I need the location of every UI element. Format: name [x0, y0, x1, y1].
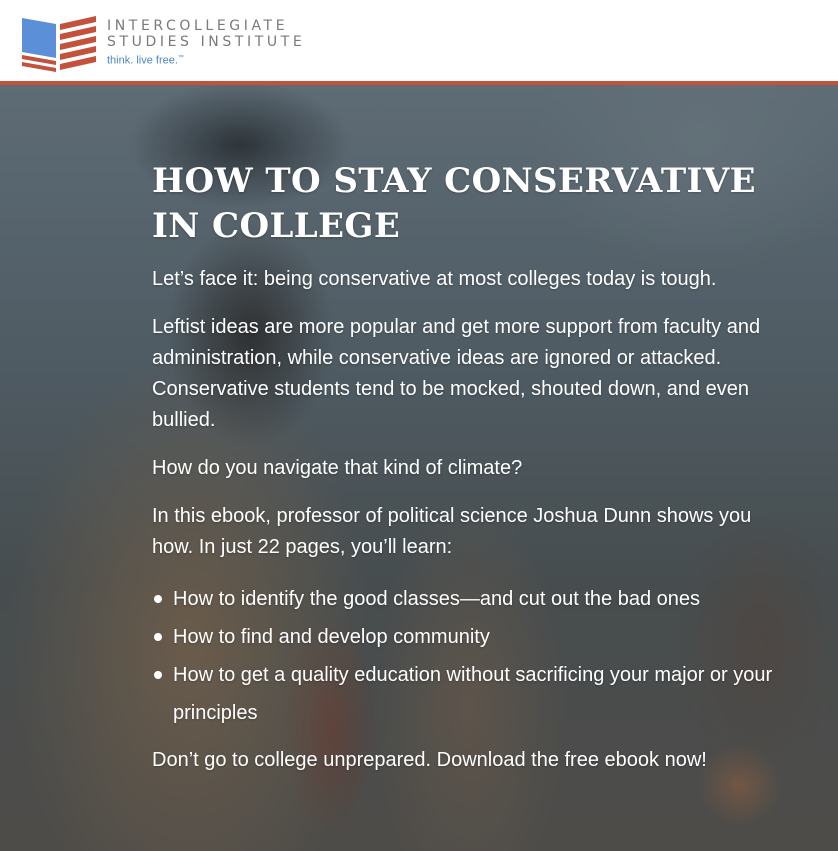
closing-call-to-action: Don’t go to college unprepared. Download the free ebook now!: [152, 749, 707, 771]
open-book-logo-icon: [20, 14, 98, 72]
list-item-text: How to find and develop community: [173, 626, 490, 648]
bullet-icon: [154, 595, 162, 603]
site-header: [0, 0, 838, 81]
ebook-paragraph: In this ebook, professor of political science Joshua Dunn shows you how. In just 22 pages, you’ll learn:: [152, 505, 752, 558]
hero-content: [152, 159, 792, 793]
isi-logo-link[interactable]: [20, 14, 305, 72]
trademark-symbol: ™: [177, 54, 184, 61]
logo-line-2: STUDIES INSTITUTE: [107, 33, 306, 50]
bullet-icon: [154, 633, 162, 641]
logo-wordmark: [107, 18, 305, 69]
list-item: [173, 618, 792, 656]
list-item-text: How to identify the good classes—and cut out the bad ones: [173, 588, 701, 610]
intro-paragraph: Let’s face it: being conservative at most colleges today is tough.: [152, 268, 717, 290]
context-paragraph: Leftist ideas are more popular and get more support from faculty and administration, while conservative ideas are ignored or attacked. Conservative students tend to be mocked, shouted down, and even bullied.: [152, 316, 761, 431]
learning-points-list: [152, 580, 792, 732]
bullet-icon: [154, 671, 162, 679]
logo-line-1: INTERCOLLEGIATE: [107, 17, 289, 34]
list-item: [173, 580, 792, 618]
list-item: [173, 656, 792, 732]
logo-tagline: [107, 51, 305, 69]
tagline-text: think. live free.: [107, 54, 178, 67]
question-paragraph: How do you navigate that kind of climate?: [152, 457, 523, 479]
hero-section: [0, 85, 838, 851]
list-item-text: How to get a quality education without sacrificing your major or your principles: [173, 664, 773, 724]
page-title: HOW TO STAY CONSERVATIVE IN COLLEGE: [152, 161, 756, 246]
